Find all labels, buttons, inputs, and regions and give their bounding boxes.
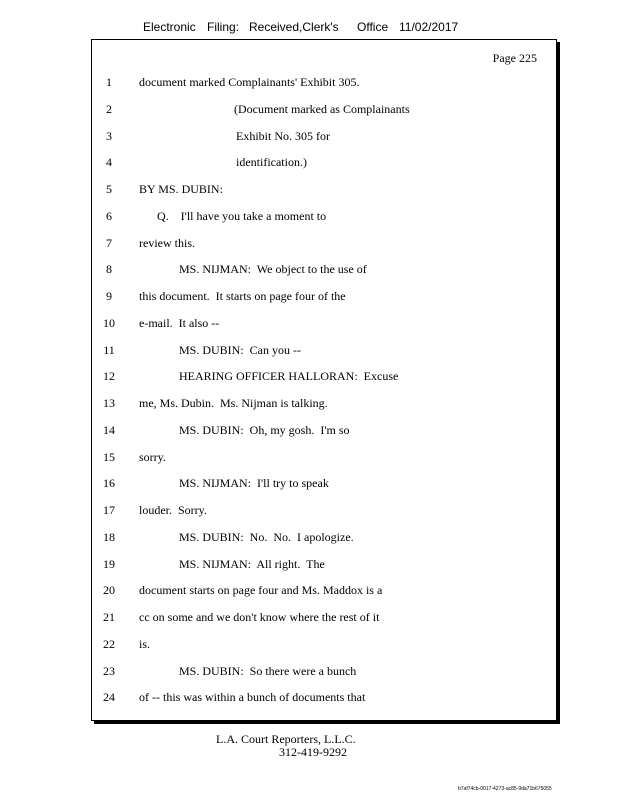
filing-date: 11/02/2017 <box>399 20 459 34</box>
transcript-lines <box>92 40 556 720</box>
line-number: 20 <box>103 583 115 598</box>
transcript-line <box>92 181 556 197</box>
line-text: me, Ms. Dubin. Ms. Nijman is talking. <box>139 396 328 410</box>
transcript-line <box>92 529 556 545</box>
line-text: review this. <box>139 235 195 250</box>
transcript-line <box>92 74 556 90</box>
line-text: HEARING OFFICER HALLORAN: Excuse <box>179 369 399 384</box>
electronic-filing-header <box>0 20 618 38</box>
court-reporter-phone: 312-419-9292 <box>279 745 347 759</box>
transcript-line <box>92 636 556 652</box>
line-number: 21 <box>103 610 115 624</box>
line-text: identification.) <box>236 155 307 170</box>
transcript-line <box>92 128 556 144</box>
transcript-line <box>92 449 556 465</box>
filing-word-office: Office <box>357 20 389 34</box>
line-text: MS. DUBIN: Can you -- <box>179 342 301 357</box>
line-number: 1 <box>106 75 112 89</box>
transcript-line <box>92 315 556 331</box>
line-number: 15 <box>103 449 115 464</box>
transcript-line <box>92 582 556 598</box>
transcript-line <box>92 609 556 625</box>
line-number: 11 <box>103 342 115 357</box>
transcript-line <box>92 475 556 491</box>
line-number: 5 <box>106 182 112 196</box>
transcript-line <box>92 502 556 518</box>
line-text: BY MS. DUBIN: <box>139 182 223 196</box>
line-number: 17 <box>103 503 115 517</box>
line-text: this document. It starts on page four of the <box>139 289 346 303</box>
line-text: (Document marked as Complainants <box>234 101 410 116</box>
line-number: 16 <box>103 476 115 491</box>
line-number: 24 <box>103 690 115 705</box>
line-number: 7 <box>106 235 112 250</box>
line-text: Exhibit No. 305 for <box>236 128 330 143</box>
line-text: e-mail. It also -- <box>139 315 220 330</box>
line-number: 6 <box>106 208 112 223</box>
document-id: b7af74cb-0017-4273-ac85-9da71b675055 <box>458 786 552 792</box>
line-text: MS. NIJMAN: We object to the use of <box>179 262 367 277</box>
line-number: 8 <box>106 262 112 277</box>
transcript-line <box>92 342 556 358</box>
page-number: Page 225 <box>492 51 537 65</box>
transcript-line <box>92 422 556 438</box>
line-text: MS. DUBIN: So there were a bunch <box>179 663 357 678</box>
filing-word-received: Received,Clerk's <box>249 20 339 34</box>
line-text: of -- this was within a bunch of documents that <box>139 690 366 705</box>
line-number: 12 <box>103 369 115 384</box>
transcript-line <box>92 395 556 411</box>
transcript-line <box>92 154 556 170</box>
court-reporter-name: L.A. Court Reporters, L.L.C. <box>216 732 356 746</box>
line-number: 18 <box>103 529 115 544</box>
line-number: 19 <box>103 556 115 571</box>
line-text: MS. DUBIN: Oh, my gosh. I'm so <box>179 422 350 437</box>
line-text: cc on some and we don't know where the rest of it <box>139 610 380 624</box>
transcript-line <box>92 288 556 304</box>
transcript-line <box>92 368 556 384</box>
line-text: document starts on page four and Ms. Maddox is a <box>139 583 383 598</box>
line-text: Q. I'll have you take a moment to <box>157 208 327 223</box>
transcript-line <box>92 208 556 224</box>
line-number: 4 <box>106 155 112 170</box>
line-text: is. <box>139 636 151 651</box>
line-number: 22 <box>103 636 115 651</box>
transcript-line <box>92 556 556 572</box>
filing-word-filing: Filing: <box>207 20 240 34</box>
transcript-line <box>92 101 556 117</box>
line-text: MS. NIJMAN: All right. The <box>179 556 325 571</box>
line-number: 10 <box>103 315 115 330</box>
line-number: 2 <box>106 101 112 116</box>
line-number: 14 <box>103 422 115 437</box>
line-number: 13 <box>103 396 115 410</box>
transcript-line <box>92 235 556 251</box>
filing-word-electronic: Electronic <box>143 20 196 34</box>
line-text: sorry. <box>139 449 166 464</box>
line-text: MS. NIJMAN: I'll try to speak <box>179 476 329 491</box>
transcript-line <box>92 689 556 705</box>
line-number: 9 <box>106 289 112 303</box>
line-text: document marked Complainants' Exhibit 305. <box>139 75 360 89</box>
transcript-line <box>92 261 556 277</box>
line-number: 3 <box>106 128 112 143</box>
line-number: 23 <box>103 663 115 678</box>
transcript-page <box>91 39 557 721</box>
transcript-line <box>92 663 556 679</box>
line-text: MS. DUBIN: No. No. I apologize. <box>179 529 354 544</box>
line-text: louder. Sorry. <box>139 503 207 517</box>
